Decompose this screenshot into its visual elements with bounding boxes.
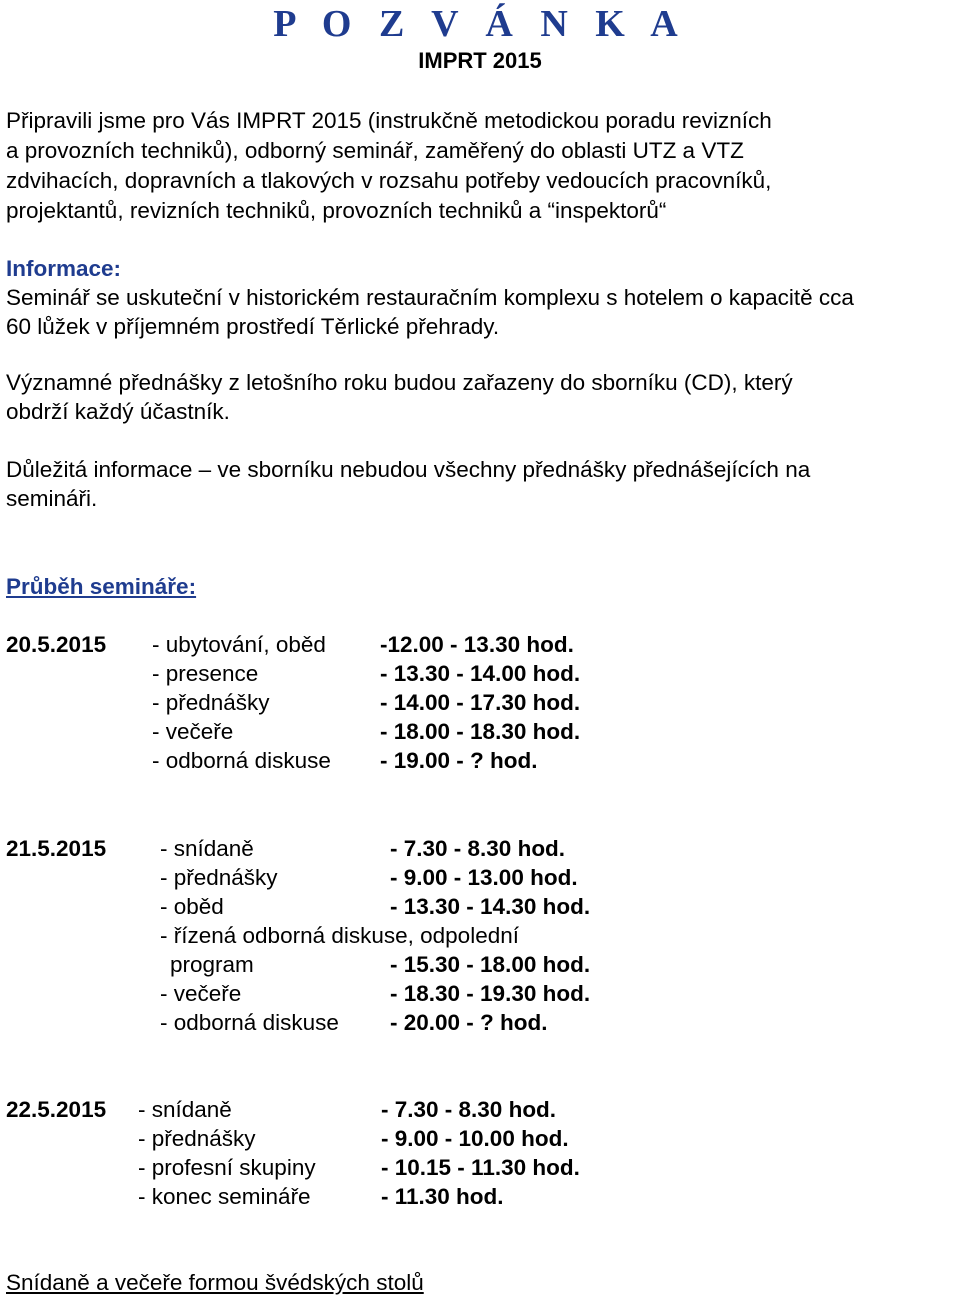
schedule-time: - 18.30 - 19.30 hod. [390, 981, 591, 1006]
footer-note: Snídaně a večeře formou švédských stolů [6, 1270, 424, 1295]
info-heading: Informace: [6, 256, 122, 281]
info-paragraph-1-line: Seminář se uskuteční v historickém restauračním komplexu s hotelem o kapacitě cca [6, 285, 854, 310]
schedule-item: - večeře [160, 981, 242, 1006]
schedule-item: - odborná diskuse [160, 1010, 339, 1035]
schedule-item: - přednášky [160, 865, 278, 890]
schedule-item: program [170, 952, 254, 977]
schedule-item: - konec semináře [138, 1184, 311, 1209]
schedule-item: - snídaně [138, 1097, 232, 1122]
schedule-time: - 10.15 - 11.30 hod. [381, 1155, 580, 1180]
schedule-item: - snídaně [160, 836, 254, 861]
schedule-time: - 7.30 - 8.30 hod. [381, 1097, 557, 1122]
schedule-time: - 7.30 - 8.30 hod. [390, 836, 566, 861]
schedule-item: - odborná diskuse [152, 748, 331, 773]
schedule-item: - oběd [160, 894, 224, 919]
schedule-time: - 11.30 hod. [381, 1184, 504, 1209]
schedule-time: - 15.30 - 18.00 hod. [390, 952, 591, 977]
day-date: 21.5.2015 [6, 836, 107, 861]
schedule-time: -12.00 - 13.30 hod. [380, 632, 574, 657]
day-date: 22.5.2015 [6, 1097, 107, 1122]
schedule-item: - večeře [152, 719, 234, 744]
schedule-time: - 13.30 - 14.00 hod. [380, 661, 581, 686]
intro-line: a provozních techniků), odborný seminář, zaměřený do oblasti UTZ a VTZ [6, 138, 744, 163]
info-paragraph-1-line: 60 lůžek v příjemném prostředí Těrlické přehrady. [6, 314, 500, 339]
schedule-time: - 9.00 - 10.00 hod. [381, 1126, 569, 1151]
schedule-time: - 13.30 - 14.30 hod. [390, 894, 591, 919]
document-subtitle: IMPRT 2015 [418, 48, 542, 73]
info-paragraph-3-line: semináři. [6, 486, 98, 511]
schedule-time: - 9.00 - 13.00 hod. [390, 865, 578, 890]
info-paragraph-3-line: Důležitá informace – ve sborníku nebudou všechny přednášky přednášejících na [6, 457, 811, 482]
intro-line: Připravili jsme pro Vás IMPRT 2015 (instrukčně metodickou poradu revizních [6, 108, 772, 133]
schedule-item: - přednášky [152, 690, 270, 715]
info-paragraph-2-line: Významné přednášky z letošního roku budou zařazeny do sborníku (CD), který [6, 370, 793, 395]
schedule-time: - 14.00 - 17.30 hod. [380, 690, 581, 715]
schedule-time: - 19.00 - ? hod. [380, 748, 538, 773]
schedule-item: - profesní skupiny [138, 1155, 316, 1180]
schedule-time: - 20.00 - ? hod. [390, 1010, 548, 1035]
info-paragraph-2-line: obdrží každý účastník. [6, 399, 230, 424]
schedule-time: - 18.00 - 18.30 hod. [380, 719, 581, 744]
program-heading: Průběh semináře: [6, 574, 197, 599]
schedule-item: - přednášky [138, 1126, 256, 1151]
schedule-item: - ubytování, oběd [152, 632, 326, 657]
intro-line: zdvihacích, dopravních a tlakových v rozsahu potřeby vedoucích pracovníků, [6, 168, 772, 193]
intro-line: projektantů, revizních techniků, provozních techniků a “inspektorů“ [6, 198, 667, 223]
schedule-item: - řízená odborná diskuse, odpolední [160, 923, 519, 948]
day-date: 20.5.2015 [6, 632, 107, 657]
document-title: P O Z V Á N K A [273, 3, 687, 45]
schedule-item: - presence [152, 661, 259, 686]
